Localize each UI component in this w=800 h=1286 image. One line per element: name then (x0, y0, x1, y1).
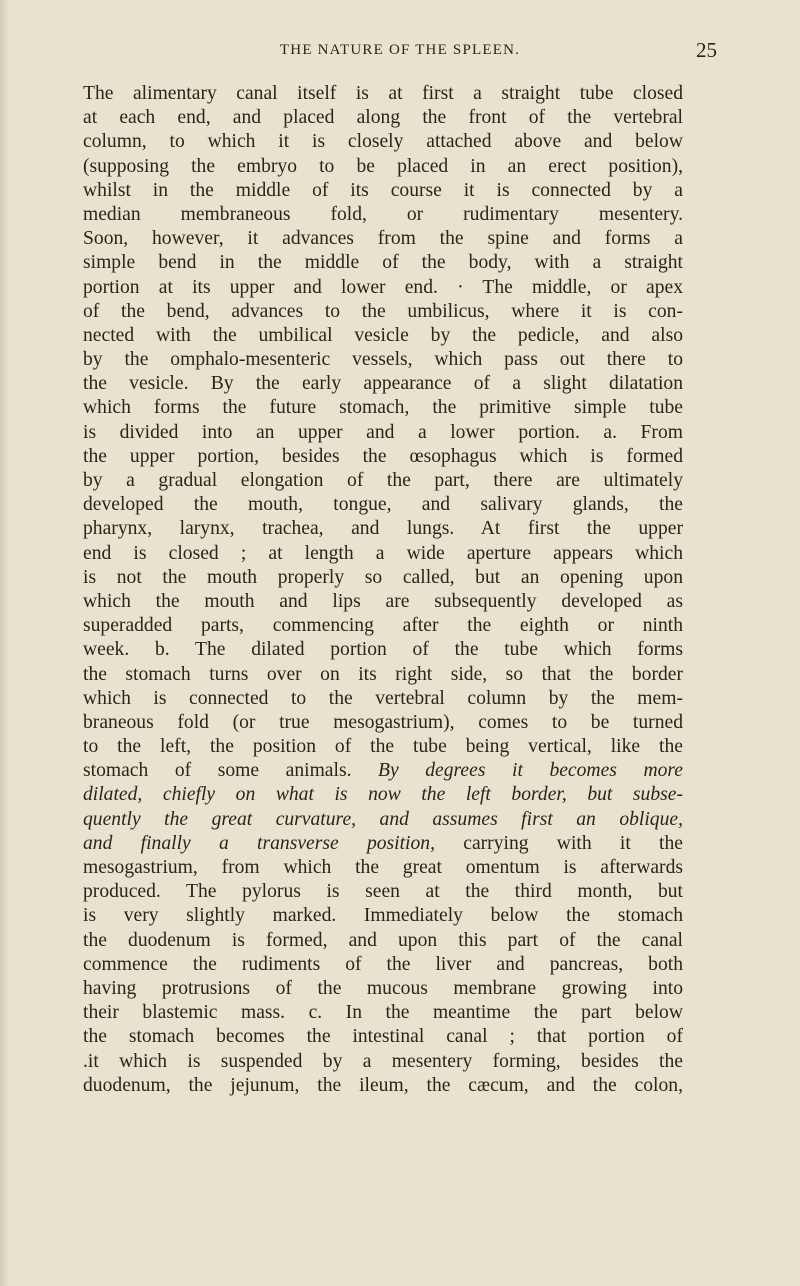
text-line: developed the mouth, tongue, and salivary glands, the (83, 494, 683, 516)
text-run: carrying with it the (435, 832, 683, 854)
page-gutter (0, 0, 10, 1286)
text-line: duodenum, the jejunum, the ileum, the cæcum, and the colon, (83, 1074, 683, 1096)
italic-run: quently the great curvature, and assumes first an oblique, (83, 808, 683, 830)
text-line: by a gradual elongation of the part, there are ultimately (83, 470, 683, 491)
text-line: the upper portion, besides the œsophagus which is formed (83, 445, 683, 467)
text-line: which forms the future stomach, the primitive simple tube (83, 397, 683, 419)
text-line: portion at its upper and lower end. · The middle, or apex (83, 276, 683, 298)
text-line: end is closed ; at length a wide aperture appears which (83, 542, 683, 564)
text-line: column, to which it is closely attached above and below (83, 131, 683, 153)
text-line: is not the mouth properly so called, but an opening upon (83, 566, 683, 588)
text-line: median membraneous fold, or rudimentary mesentery. (83, 203, 683, 225)
italic-run: and finally a transverse position, (83, 832, 435, 854)
text-line: having protrusions of the mucous membrane growing into (83, 977, 683, 999)
text-line: their blastemic mass. c. In the meantime the part below (83, 1002, 683, 1024)
text-run: stomach of some animals. (83, 760, 379, 782)
text-line: is divided into an upper and a lower portion. a. From (83, 421, 683, 443)
text-line: pharynx, larynx, trachea, and lungs. At first the upper (83, 518, 683, 540)
text-line: which the mouth and lips are subsequently developed as (83, 590, 683, 612)
running-head: THE NATURE OF THE SPLEEN. (279, 42, 521, 58)
text-line-mixed (83, 759, 683, 783)
text-line: week. b. The dilated portion of the tube which forms (83, 639, 683, 661)
text-line: .it which is suspended by a mesentery forming, besides the (83, 1050, 683, 1072)
text-line-mixed (83, 832, 683, 856)
text-line: to the left, the position of the tube being vertical, like the (83, 736, 683, 758)
body-paragraph (83, 82, 683, 1098)
text-line: mesogastrium, from which the great omentum is afterwards (83, 857, 683, 878)
text-line: the duodenum is formed, and upon this part of the canal (83, 929, 683, 951)
text-line: the vesicle. By the early appearance of a slight dilatation (83, 373, 683, 395)
page-header (0, 38, 800, 68)
text-line-italic (83, 808, 683, 832)
italic-run: dilated, chiefly on what is now the left border, but subse- (83, 784, 683, 806)
italic-run: By degrees it becomes more (378, 760, 683, 782)
text-line: of the bend, advances to the umbilicus, where it is con- (83, 300, 683, 322)
text-line: simple bend in the middle of the body, with a straight (83, 252, 683, 274)
text-line: (supposing the embryo to be placed in an erect position), (83, 155, 683, 177)
page-number: 25 (696, 38, 717, 62)
text-line-italic (83, 783, 683, 807)
text-line: the stomach turns over on its right side, so that the border (83, 663, 683, 685)
text-line: the stomach becomes the intestinal canal ; that portion of (83, 1026, 683, 1048)
text-line: whilst in the middle of its course it is connected by a (83, 179, 683, 201)
text-line: produced. The pylorus is seen at the third month, but (83, 881, 683, 903)
text-line: superadded parts, commencing after the eighth or ninth (83, 615, 683, 637)
text-line: braneous fold (or true mesogastrium), comes to be turned (83, 711, 683, 733)
text-line: by the omphalo-mesenteric vessels, which pass out there to (83, 349, 683, 371)
text-line: at each end, and placed along the front of the vertebral (83, 107, 683, 129)
text-line: The alimentary canal itself is at first a straight tube closed (83, 83, 683, 104)
text-line: nected with the umbilical vesicle by the pedicle, and also (83, 324, 683, 346)
text-line: commence the rudiments of the liver and pancreas, both (83, 953, 683, 975)
text-line: is very slightly marked. Immediately below the stomach (83, 905, 683, 927)
text-line: which is connected to the vertebral column by the mem- (83, 687, 683, 709)
text-line: Soon, however, it advances from the spine and forms a (83, 228, 683, 250)
